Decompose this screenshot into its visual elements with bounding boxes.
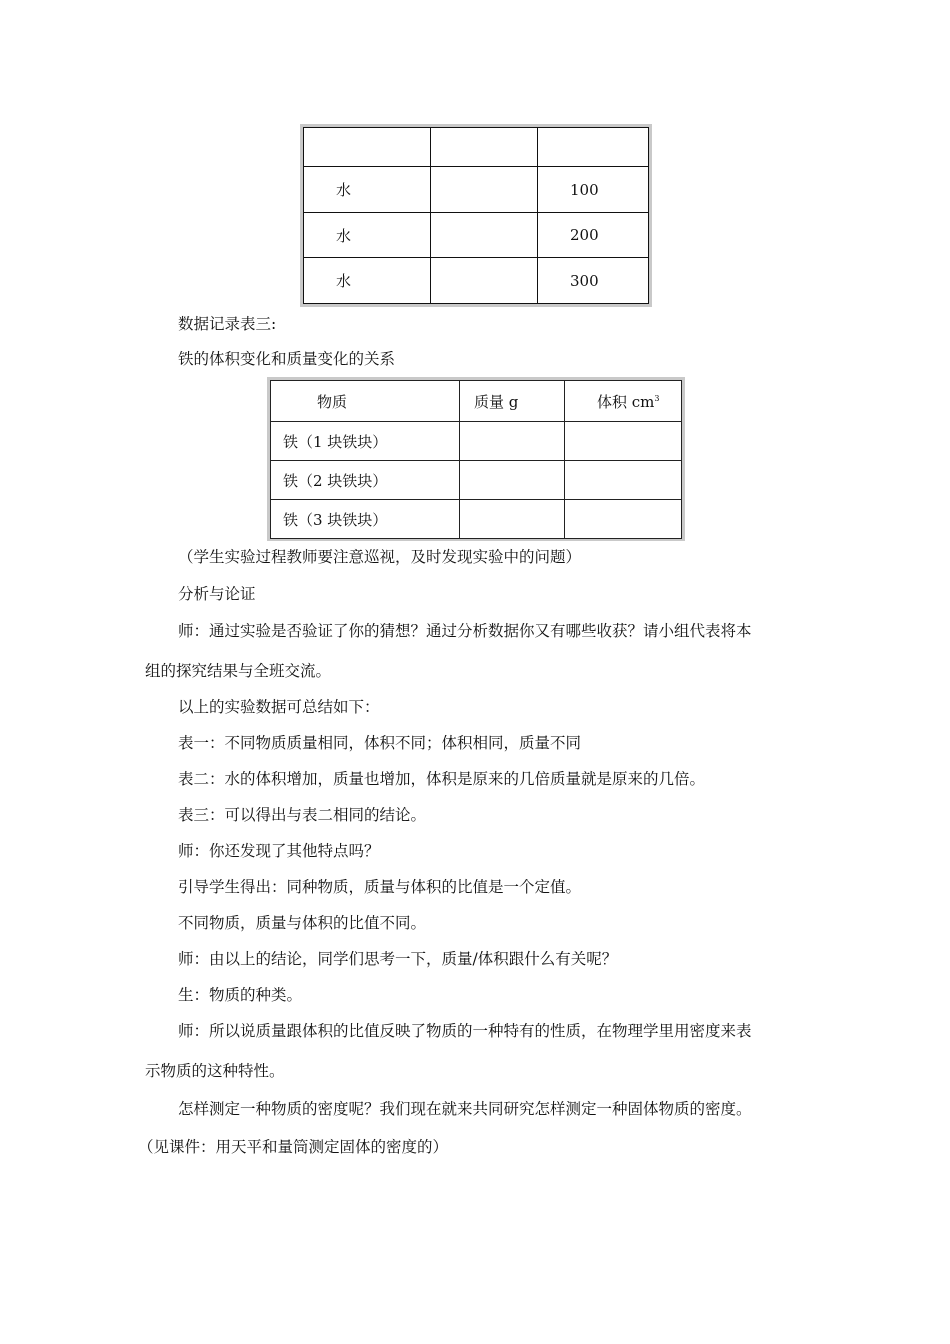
table-row [271, 461, 682, 500]
header-mass: 质量 g [460, 381, 565, 422]
paragraph-line: 表二：水的体积增加，质量也增加，体积是原来的几倍质量就是原来的几倍。 [178, 770, 706, 788]
substance-cell: 水 [304, 212, 431, 258]
table-cell [565, 500, 682, 539]
paragraph-line: 师：由以上的结论，同学们思考一下，质量/体积跟什么有关呢？ [178, 950, 618, 968]
table-cell [565, 422, 682, 461]
header-volume-label: 体积 cm [597, 392, 655, 411]
table-cell [565, 461, 682, 500]
table-cell [431, 167, 538, 213]
paragraph-line: 生：物质的种类。 [178, 986, 303, 1004]
table-row [271, 422, 682, 461]
table-cell [304, 128, 431, 167]
paragraph-line: 引导学生得出：同种物质，质量与体积的比值是一个定值。 [178, 878, 582, 896]
paragraph-line: 不同物质，质量与体积的比值不同。 [178, 914, 427, 932]
water-data-table [300, 124, 652, 307]
substance-cell: 铁（2 块铁块） [271, 461, 460, 500]
header-substance: 物质 [271, 381, 460, 422]
table3-title: 铁的体积变化和质量变化的关系 [178, 350, 396, 368]
table-cell [460, 500, 565, 539]
paragraph-line: 表一：不同物质质量相同，体积不同；体积相同，质量不同 [178, 734, 582, 752]
substance-cell: 水 [304, 167, 431, 213]
iron-data-table [267, 377, 685, 541]
table-cell [460, 422, 565, 461]
superscript-3: 3 [654, 393, 660, 403]
table-cell [538, 128, 649, 167]
section-heading: 分析与论证 [178, 585, 256, 603]
table-row [271, 500, 682, 539]
table-cell [460, 461, 565, 500]
table-cell [431, 212, 538, 258]
table-cell [431, 258, 538, 304]
table-row [304, 258, 649, 304]
paragraph-line: 以上的实验数据可总结如下： [178, 698, 380, 716]
table-header-row [304, 128, 649, 167]
paragraph-line: 示物质的这种特性。 [145, 1062, 285, 1080]
table3-caption: 数据记录表三: [178, 315, 277, 333]
table-cell [431, 128, 538, 167]
paragraph-line: 师：通过实验是否验证了你的猜想？通过分析数据你又有哪些收获？请小组代表将本 [178, 622, 752, 640]
value-cell: 300 [538, 258, 649, 304]
paragraph-line: 怎样测定一种物质的密度呢？我们现在就来共同研究怎样测定一种固体物质的密度。 [178, 1100, 752, 1118]
table-row [304, 167, 649, 213]
value-cell: 200 [538, 212, 649, 258]
paragraph-line: 师：你还发现了其他特点吗？ [178, 842, 380, 860]
header-volume [565, 381, 682, 422]
substance-cell: 水 [304, 258, 431, 304]
substance-cell: 铁（1 块铁块） [271, 422, 460, 461]
table-row [304, 212, 649, 258]
substance-cell: 铁（3 块铁块） [271, 500, 460, 539]
value-cell: 100 [538, 167, 649, 213]
paragraph-line: （学生实验过程教师要注意巡视，及时发现实验中的问题） [178, 548, 582, 566]
paragraph-line: 表三：可以得出与表二相同的结论。 [178, 806, 427, 824]
paragraph-line: （见课件：用天平和量筒测定固体的密度的） [138, 1138, 449, 1156]
table-header-row [271, 381, 682, 422]
paragraph-line: 师：所以说质量跟体积的比值反映了物质的一种特有的性质，在物理学里用密度来表 [178, 1022, 752, 1040]
paragraph-line: 组的探究结果与全班交流。 [145, 662, 332, 680]
